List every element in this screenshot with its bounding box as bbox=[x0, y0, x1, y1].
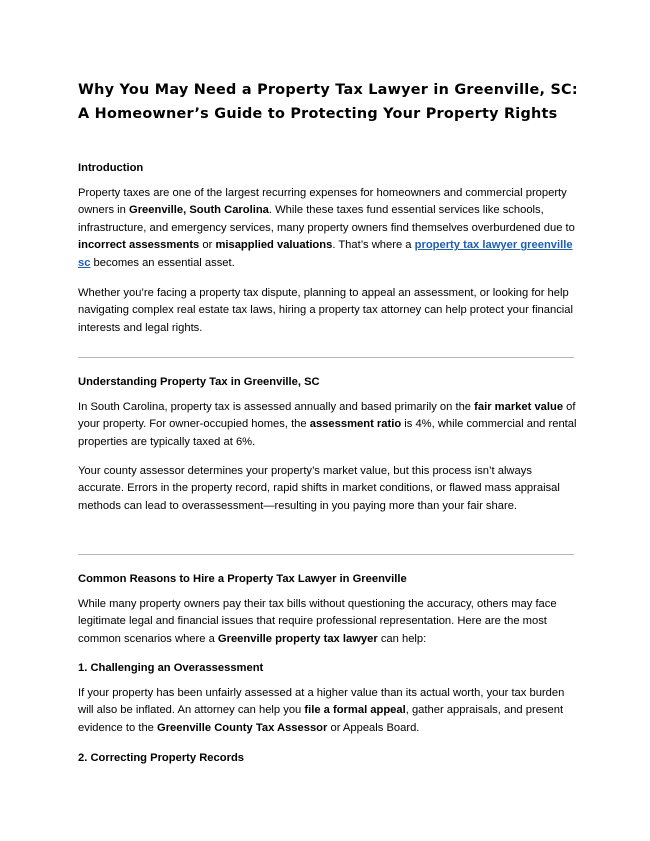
intro-paragraph-2: Whether you’re facing a property tax dispute, planning to appeal an assessment, or looking for help navigating complex real estate tax laws, hiring a property tax attorney can help protect your financial interests and legal rights. bbox=[78, 287, 574, 334]
title-line-1: Why You May Need a Property Tax Lawyer in Greenville, SC: bbox=[78, 82, 578, 98]
subheading-correcting-property-records: 2. Correcting Property Records bbox=[78, 752, 244, 764]
section-heading-introduction: Introduction bbox=[78, 162, 144, 174]
section-heading-understanding: Understanding Property Tax in Greenville, SC bbox=[78, 376, 320, 388]
understanding-paragraph-2: Your county assessor determines your property’s market value, but this process isn’t always accurate. Errors in the property record, rapid shifts in market conditions, or flawed mass appraisal methods can lead to overassessment—resulting in you paying more than your fair share. bbox=[78, 465, 560, 512]
intro-paragraph-1: Property taxes are one of the largest recurring expenses for homeowners and commercial property owners in Greenville, South Carolina. While these taxes fund essential services like schools, infrastructure, and emergency services, many property owners find themselves overburdened due to incorrect assessments or misapplied valuations. That’s where a property tax lawyer greenville sc becomes an essential asset. bbox=[78, 187, 575, 269]
understanding-paragraph-1: In South Carolina, property tax is assessed annually and based primarily on the fair market value of your property. For owner-occupied homes, the assessment ratio is 4%, while commercial and rental properties are typically taxed at 6%. bbox=[78, 401, 577, 448]
section-heading-common-reasons: Common Reasons to Hire a Property Tax Lawyer in Greenville bbox=[78, 573, 407, 585]
title-line-2: A Homeowner’s Guide to Protecting Your Property Rights bbox=[78, 106, 558, 122]
reasons-paragraph-1: While many property owners pay their tax bills without questioning the accuracy, others may face legitimate legal and financial issues that require professional representation. Here are the most common scenarios where a Greenville property tax lawyer can help: bbox=[78, 598, 557, 645]
document-title bbox=[78, 78, 598, 126]
subheading-challenging-overassessment: 1. Challenging an Overassessment bbox=[78, 662, 264, 674]
section-divider bbox=[78, 554, 574, 555]
overassessment-paragraph: If your property has been unfairly assessed at a higher value than its actual worth, your tax burden will also be inflated. An attorney can help you file a formal appeal, gather appraisals, and present evidence to the Greenville County Tax Assessor or Appeals Board. bbox=[78, 687, 565, 734]
property-tax-lawyer-link[interactable]: property tax lawyer greenville sc bbox=[78, 239, 573, 269]
section-divider bbox=[78, 357, 574, 358]
